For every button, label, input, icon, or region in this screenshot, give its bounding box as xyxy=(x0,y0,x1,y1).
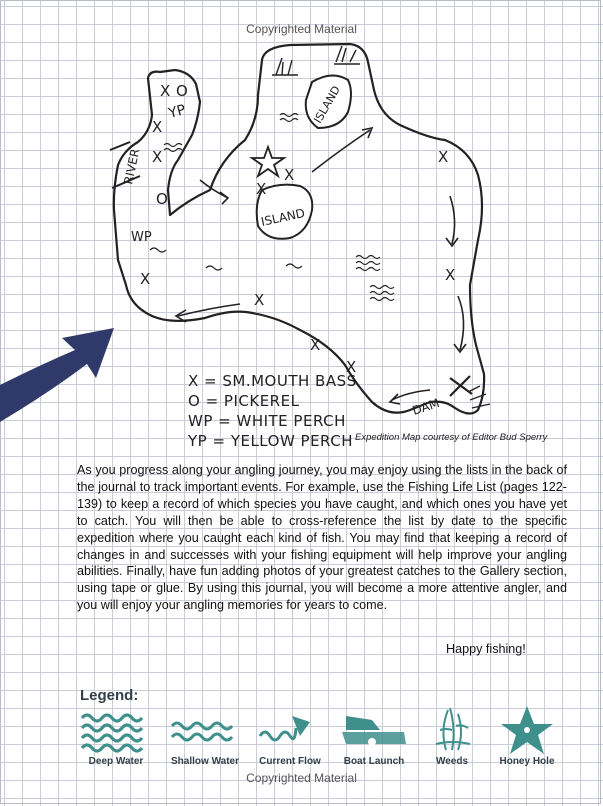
map-credit: Expedition Map courtesy of Editor Bud Sperry xyxy=(355,432,548,443)
key-line-pickerel: O = PICKEREL xyxy=(188,392,300,410)
svg-text:X: X xyxy=(346,358,357,376)
dam-mark xyxy=(450,376,472,396)
svg-text:X: X xyxy=(152,148,163,166)
legend-label-deep-water: Deep Water xyxy=(88,756,144,767)
body-paragraph: As you progress along your angling journey, you may enjoy using the lists in the back of the journal to track important events. For example, use the Fishing Life List (pages 122-139) to keep a record of which species you have caught, and which ones you have yet to catch. You will then be able to cross-reference the list by date to the specific expedition where you caught each kind of fish. You may find that keeping a record of changes in and successes with your fishing equipment will help improve your angling abilities. Finally, have fun adding photos of your greatest catches to the Gallery section, using tape or glue. By using this journal, you will become a more attentive angler, and you will enjoy your angling memories for years to come. xyxy=(77,463,567,613)
legend-title: Legend: xyxy=(80,687,139,704)
yp-label: YP xyxy=(166,102,188,122)
legend-label-weeds: Weeds xyxy=(435,756,469,767)
key-line-bass: X = SM.MOUTH BASS xyxy=(188,372,357,390)
key-line-white-perch: WP = WHITE PERCH xyxy=(188,412,346,430)
svg-text:O: O xyxy=(156,190,168,208)
shallow-water-icon xyxy=(172,723,232,740)
wp-label: WP xyxy=(131,230,152,245)
river-label: RIVER xyxy=(121,147,143,186)
small-island-label: ISLAND xyxy=(311,83,344,126)
legend-label-shallow-water: Shallow Water xyxy=(171,756,239,767)
svg-text:X: X xyxy=(254,291,265,309)
boat-launch-icon xyxy=(342,716,406,746)
svg-text:O: O xyxy=(176,82,188,100)
key-line-yellow-perch: YP = YELLOW PERCH xyxy=(188,432,353,450)
svg-text:X: X xyxy=(445,266,456,284)
current-flow-icon xyxy=(260,716,310,740)
svg-text:X: X xyxy=(256,180,267,198)
svg-text:X: X xyxy=(310,336,321,354)
dam-label: DAM xyxy=(410,396,442,418)
watermark-top: Copyrighted Material xyxy=(246,22,357,36)
large-island-label: ISLAND xyxy=(259,205,307,229)
map-key xyxy=(188,371,357,451)
svg-text:X: X xyxy=(438,148,449,166)
navy-arrow-icon xyxy=(0,328,114,422)
svg-text:X: X xyxy=(140,270,151,288)
svg-text:X: X xyxy=(160,82,171,100)
deep-water-icon xyxy=(82,715,142,751)
legend-label-current-flow: Current Flow xyxy=(259,756,321,767)
honey-hole-icon xyxy=(501,706,553,754)
legend-label-boat-launch: Boat Launch xyxy=(343,756,405,767)
legend-icons xyxy=(0,700,603,756)
closing-line: Happy fishing! xyxy=(446,642,526,656)
watermark-bottom: Copyrighted Material xyxy=(246,771,357,785)
map-star-icon xyxy=(252,147,284,176)
svg-text:X: X xyxy=(152,118,163,136)
svg-text:X: X xyxy=(284,166,295,184)
weeds-icon xyxy=(436,708,470,750)
legend-label-honey-hole: Honey Hole xyxy=(499,756,555,767)
